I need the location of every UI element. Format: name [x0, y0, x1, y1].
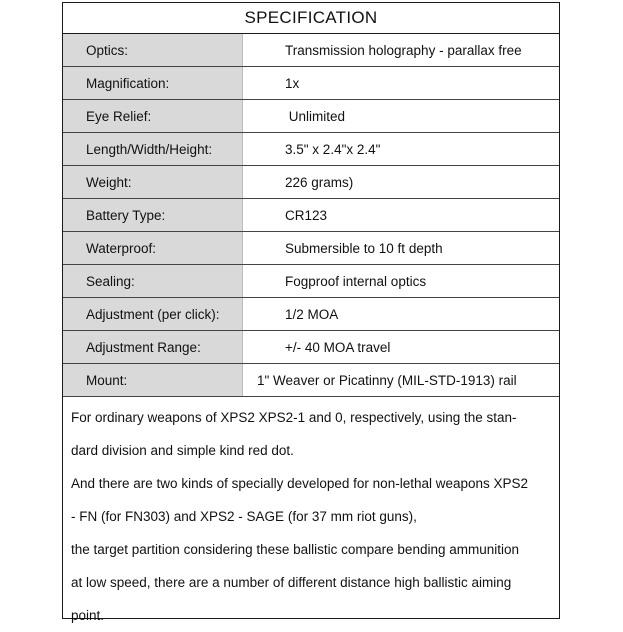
spec-row-weight	[63, 166, 559, 199]
description-line: - FN (for FN303) and XPS2 - SAGE (for 37 mm riot guns),	[71, 509, 417, 524]
description-line: And there are two kinds of specially developed for non-lethal weapons XPS2	[71, 476, 529, 491]
description-text	[63, 397, 559, 632]
spec-label: Magnification:	[63, 67, 243, 99]
spec-row-adjustment-range	[63, 331, 559, 364]
spec-row-optics	[63, 34, 559, 67]
description-line: For ordinary weapons of XPS2 XPS2-1 and 0, respectively, using the stan-	[71, 410, 517, 425]
spec-row-dimensions	[63, 133, 559, 166]
spec-label: Waterproof:	[63, 232, 243, 264]
spec-row-waterproof	[63, 232, 559, 265]
specification-title: SPECIFICATION	[63, 3, 559, 34]
spec-value: Submersible to 10 ft depth	[285, 240, 443, 256]
description-line: dard division and simple kind red dot.	[71, 443, 294, 458]
spec-value: CR123	[285, 207, 328, 223]
spec-value: 3.5" x 2.4"x 2.4"	[285, 141, 381, 157]
spec-value: Transmission holography - parallax free	[285, 42, 522, 58]
description-line: point.	[71, 608, 105, 623]
spec-label: Adjustment Range:	[63, 331, 243, 363]
spec-label: Eye Relief:	[63, 100, 243, 132]
spec-label: Sealing:	[63, 265, 243, 297]
spec-label: Weight:	[63, 166, 243, 198]
description-line: at low speed, there are a number of different distance high ballistic aiming	[71, 575, 512, 590]
spec-row-eye-relief	[63, 100, 559, 133]
spec-label: Adjustment (per click):	[63, 298, 243, 330]
spec-value: +/- 40 MOA travel	[285, 339, 391, 355]
spec-row-magnification	[63, 67, 559, 100]
description-line: the target partition considering these ballistic compare bending ammunition	[71, 542, 520, 557]
spec-row-battery-type	[63, 199, 559, 232]
spec-value: Unlimited	[285, 108, 346, 124]
spec-value: 1" Weaver or Picatinny (MIL-STD-1913) rail	[257, 372, 517, 388]
spec-label: Optics:	[63, 34, 243, 66]
spec-row-sealing	[63, 265, 559, 298]
spec-value: 1/2 MOA	[285, 306, 339, 322]
specification-sheet	[62, 2, 560, 623]
spec-label: Length/Width/Height:	[63, 133, 243, 165]
spec-value: 226 grams)	[285, 174, 354, 190]
spec-label: Mount:	[63, 364, 243, 396]
spec-row-mount	[63, 364, 559, 397]
spec-value: 1x	[285, 75, 300, 91]
spec-label: Battery Type:	[63, 199, 243, 231]
spec-value: Fogproof internal optics	[285, 273, 427, 289]
spec-row-adjustment-per-click	[63, 298, 559, 331]
